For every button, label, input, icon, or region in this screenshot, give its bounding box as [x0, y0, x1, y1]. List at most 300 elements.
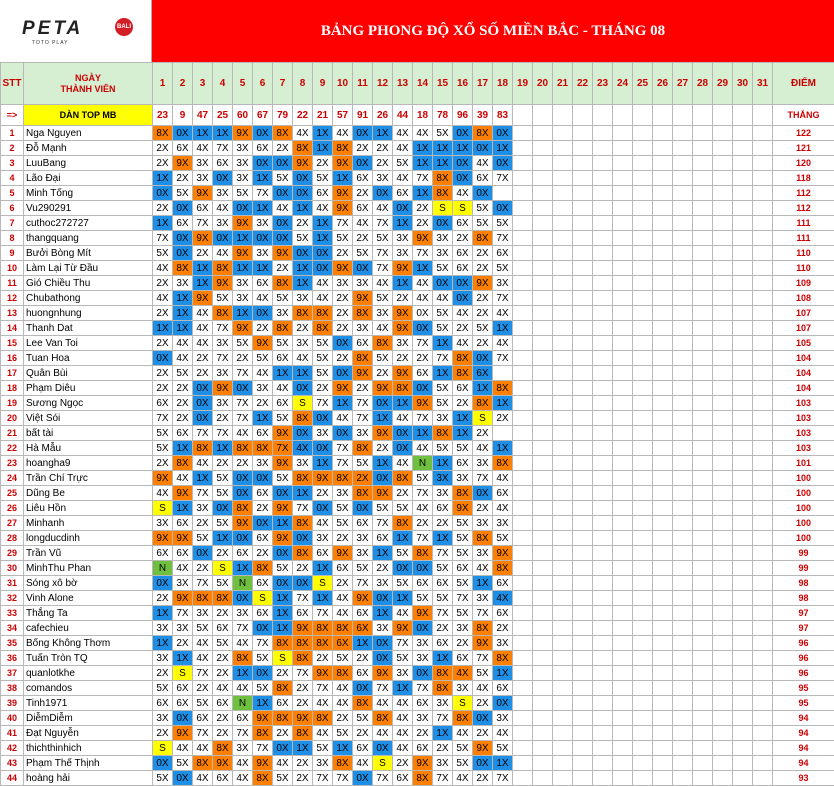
result-cell[interactable]	[693, 591, 713, 606]
result-cell[interactable]: 2X	[153, 336, 173, 351]
result-cell[interactable]	[613, 681, 633, 696]
result-cell[interactable]: 0X	[273, 216, 293, 231]
result-cell[interactable]: 9X	[233, 216, 253, 231]
result-cell[interactable]: 7X	[433, 546, 453, 561]
result-cell[interactable]	[633, 171, 653, 186]
result-cell[interactable]	[753, 156, 773, 171]
result-cell[interactable]	[673, 441, 693, 456]
result-cell[interactable]: 9X	[473, 741, 493, 756]
member-name[interactable]: longducdinh	[24, 531, 153, 546]
result-cell[interactable]	[653, 531, 673, 546]
member-name[interactable]: Phạm Diêu	[24, 381, 153, 396]
result-cell[interactable]: 9X	[333, 156, 353, 171]
result-cell[interactable]	[753, 186, 773, 201]
result-cell[interactable]	[573, 486, 593, 501]
result-cell[interactable]	[633, 396, 653, 411]
result-cell[interactable]: 4X	[373, 726, 393, 741]
result-cell[interactable]	[593, 411, 613, 426]
result-cell[interactable]	[693, 336, 713, 351]
result-cell[interactable]: 3X	[313, 531, 333, 546]
result-cell[interactable]: 8X	[353, 306, 373, 321]
result-cell[interactable]: 3X	[433, 486, 453, 501]
result-cell[interactable]	[753, 126, 773, 141]
result-cell[interactable]	[653, 456, 673, 471]
result-cell[interactable]: 1X	[293, 261, 313, 276]
result-cell[interactable]	[733, 501, 753, 516]
result-cell[interactable]	[513, 171, 533, 186]
result-cell[interactable]: 5X	[393, 576, 413, 591]
result-cell[interactable]	[673, 711, 693, 726]
result-cell[interactable]	[593, 201, 613, 216]
result-cell[interactable]	[713, 486, 733, 501]
result-cell[interactable]: 5X	[313, 351, 333, 366]
result-cell[interactable]	[613, 546, 633, 561]
result-cell[interactable]	[553, 396, 573, 411]
result-cell[interactable]	[673, 246, 693, 261]
result-cell[interactable]: 2X	[333, 576, 353, 591]
result-cell[interactable]: 6X	[493, 576, 513, 591]
result-cell[interactable]: 8X	[353, 696, 373, 711]
result-cell[interactable]: N	[153, 561, 173, 576]
result-cell[interactable]	[613, 501, 633, 516]
result-cell[interactable]	[693, 726, 713, 741]
result-cell[interactable]	[573, 156, 593, 171]
result-cell[interactable]	[633, 411, 653, 426]
result-cell[interactable]: 0X	[453, 171, 473, 186]
result-cell[interactable]	[733, 516, 753, 531]
result-cell[interactable]: 3X	[333, 486, 353, 501]
result-cell[interactable]	[633, 336, 653, 351]
result-cell[interactable]: 0X	[373, 186, 393, 201]
result-cell[interactable]	[653, 246, 673, 261]
result-cell[interactable]	[733, 561, 753, 576]
result-cell[interactable]: 2X	[253, 501, 273, 516]
result-cell[interactable]: S	[153, 501, 173, 516]
result-cell[interactable]: 3X	[353, 426, 373, 441]
result-cell[interactable]	[573, 321, 593, 336]
result-cell[interactable]: 7X	[373, 216, 393, 231]
result-cell[interactable]	[613, 516, 633, 531]
result-cell[interactable]	[553, 756, 573, 771]
result-cell[interactable]: 2X	[193, 561, 213, 576]
result-cell[interactable]: 6X	[273, 351, 293, 366]
result-cell[interactable]	[713, 681, 733, 696]
result-cell[interactable]	[753, 426, 773, 441]
result-cell[interactable]: 8X	[253, 726, 273, 741]
result-cell[interactable]: 1X	[173, 321, 193, 336]
result-cell[interactable]	[553, 366, 573, 381]
result-cell[interactable]: 8X	[473, 231, 493, 246]
result-cell[interactable]: 0X	[253, 471, 273, 486]
result-cell[interactable]	[513, 381, 533, 396]
member-name[interactable]: Tinh1971	[24, 696, 153, 711]
result-cell[interactable]: 1X	[473, 576, 493, 591]
result-cell[interactable]	[553, 726, 573, 741]
result-cell[interactable]: 4X	[293, 441, 313, 456]
member-name[interactable]: Lee Van Toi	[24, 336, 153, 351]
result-cell[interactable]: 0X	[293, 426, 313, 441]
result-cell[interactable]	[733, 426, 753, 441]
result-cell[interactable]: 9X	[233, 321, 253, 336]
result-cell[interactable]: 1X	[393, 276, 413, 291]
result-cell[interactable]	[553, 216, 573, 231]
result-cell[interactable]	[713, 636, 733, 651]
result-cell[interactable]	[653, 291, 673, 306]
result-cell[interactable]: 8X	[313, 321, 333, 336]
result-cell[interactable]	[553, 666, 573, 681]
result-cell[interactable]: 1X	[433, 156, 453, 171]
result-cell[interactable]	[593, 276, 613, 291]
result-cell[interactable]: 5X	[173, 186, 193, 201]
result-cell[interactable]: 1X	[213, 126, 233, 141]
result-cell[interactable]	[593, 321, 613, 336]
result-cell[interactable]: 2X	[333, 531, 353, 546]
result-cell[interactable]: 3X	[153, 516, 173, 531]
result-cell[interactable]: 3X	[373, 171, 393, 186]
result-cell[interactable]: 9X	[213, 756, 233, 771]
result-cell[interactable]	[753, 396, 773, 411]
result-cell[interactable]	[733, 711, 753, 726]
result-cell[interactable]: 5X	[333, 516, 353, 531]
result-cell[interactable]	[613, 636, 633, 651]
result-cell[interactable]	[693, 276, 713, 291]
result-cell[interactable]	[713, 411, 733, 426]
result-cell[interactable]: 5X	[473, 666, 493, 681]
result-cell[interactable]: 6X	[213, 156, 233, 171]
result-cell[interactable]	[553, 381, 573, 396]
result-cell[interactable]	[673, 531, 693, 546]
result-cell[interactable]: 2X	[373, 141, 393, 156]
result-cell[interactable]: 5X	[293, 231, 313, 246]
result-cell[interactable]	[513, 231, 533, 246]
result-cell[interactable]	[693, 576, 713, 591]
result-cell[interactable]	[533, 501, 553, 516]
result-cell[interactable]	[633, 366, 653, 381]
result-cell[interactable]	[733, 606, 753, 621]
result-cell[interactable]	[713, 351, 733, 366]
result-cell[interactable]	[693, 201, 713, 216]
member-name[interactable]: Nga Nguyen	[24, 126, 153, 141]
result-cell[interactable]: 8X	[333, 471, 353, 486]
result-cell[interactable]	[553, 321, 573, 336]
result-cell[interactable]	[673, 516, 693, 531]
result-cell[interactable]	[553, 456, 573, 471]
result-cell[interactable]: 5X	[193, 531, 213, 546]
result-cell[interactable]	[633, 351, 653, 366]
result-cell[interactable]: 0X	[253, 621, 273, 636]
result-cell[interactable]	[673, 546, 693, 561]
result-cell[interactable]: 6X	[173, 696, 193, 711]
result-cell[interactable]	[613, 426, 633, 441]
result-cell[interactable]: 8X	[173, 456, 193, 471]
member-name[interactable]: Gió Chiều Thu	[24, 276, 153, 291]
result-cell[interactable]: 6X	[413, 741, 433, 756]
result-cell[interactable]: 0X	[353, 126, 373, 141]
result-cell[interactable]	[733, 186, 753, 201]
result-cell[interactable]	[513, 141, 533, 156]
result-cell[interactable]: 5X	[373, 231, 393, 246]
result-cell[interactable]: 1X	[393, 681, 413, 696]
result-cell[interactable]: 8X	[353, 441, 373, 456]
result-cell[interactable]: 8X	[493, 651, 513, 666]
member-name[interactable]: Việt Sói	[24, 411, 153, 426]
result-cell[interactable]: 0X	[273, 546, 293, 561]
result-cell[interactable]: 3X	[393, 231, 413, 246]
result-cell[interactable]: 5X	[153, 681, 173, 696]
result-cell[interactable]: 4X	[453, 726, 473, 741]
result-cell[interactable]	[653, 411, 673, 426]
result-cell[interactable]	[713, 546, 733, 561]
result-cell[interactable]: 5X	[453, 531, 473, 546]
result-cell[interactable]: 1X	[433, 456, 453, 471]
result-cell[interactable]	[593, 636, 613, 651]
result-cell[interactable]: 0X	[293, 171, 313, 186]
result-cell[interactable]	[713, 621, 733, 636]
result-cell[interactable]: 3X	[413, 711, 433, 726]
result-cell[interactable]: 3X	[193, 156, 213, 171]
result-cell[interactable]	[633, 651, 653, 666]
result-cell[interactable]: 0X	[393, 561, 413, 576]
result-cell[interactable]: 9X	[393, 621, 413, 636]
result-cell[interactable]: 9X	[413, 756, 433, 771]
result-cell[interactable]	[753, 276, 773, 291]
result-cell[interactable]: 3X	[453, 471, 473, 486]
result-cell[interactable]: 0X	[273, 486, 293, 501]
result-cell[interactable]: 2X	[213, 666, 233, 681]
result-cell[interactable]	[633, 321, 653, 336]
result-cell[interactable]	[533, 246, 553, 261]
result-cell[interactable]: 7X	[313, 771, 333, 786]
result-cell[interactable]: 5X	[313, 366, 333, 381]
result-cell[interactable]: 0X	[353, 261, 373, 276]
result-cell[interactable]	[613, 276, 633, 291]
result-cell[interactable]: 6X	[493, 486, 513, 501]
result-cell[interactable]	[513, 426, 533, 441]
result-cell[interactable]: 5X	[253, 681, 273, 696]
result-cell[interactable]: 4X	[313, 291, 333, 306]
result-cell[interactable]	[573, 336, 593, 351]
result-cell[interactable]	[533, 486, 553, 501]
result-cell[interactable]: 8X	[373, 711, 393, 726]
result-cell[interactable]: 1X	[293, 276, 313, 291]
result-cell[interactable]	[633, 561, 653, 576]
result-cell[interactable]	[753, 636, 773, 651]
member-name[interactable]: Quân Bùi	[24, 366, 153, 381]
result-cell[interactable]: 3X	[393, 336, 413, 351]
result-cell[interactable]: S	[433, 201, 453, 216]
result-cell[interactable]: 6X	[393, 186, 413, 201]
result-cell[interactable]	[553, 186, 573, 201]
result-cell[interactable]: 9X	[153, 531, 173, 546]
result-cell[interactable]	[593, 531, 613, 546]
result-cell[interactable]	[613, 411, 633, 426]
result-cell[interactable]	[653, 696, 673, 711]
result-cell[interactable]	[733, 216, 753, 231]
result-cell[interactable]: 1X	[413, 156, 433, 171]
result-cell[interactable]: 5X	[433, 306, 453, 321]
result-cell[interactable]: 3X	[233, 171, 253, 186]
result-cell[interactable]: 2X	[473, 696, 493, 711]
result-cell[interactable]: 3X	[233, 606, 253, 621]
result-cell[interactable]: 5X	[153, 441, 173, 456]
result-cell[interactable]	[753, 321, 773, 336]
result-cell[interactable]: 5X	[273, 336, 293, 351]
result-cell[interactable]: 6X	[273, 696, 293, 711]
result-cell[interactable]: 2X	[473, 261, 493, 276]
result-cell[interactable]: 5X	[413, 591, 433, 606]
result-cell[interactable]	[573, 411, 593, 426]
result-cell[interactable]	[733, 531, 753, 546]
result-cell[interactable]	[693, 741, 713, 756]
result-cell[interactable]: 0X	[353, 771, 373, 786]
result-cell[interactable]: 7X	[413, 411, 433, 426]
result-cell[interactable]	[513, 546, 533, 561]
result-cell[interactable]	[673, 591, 693, 606]
result-cell[interactable]: 3X	[193, 606, 213, 621]
result-cell[interactable]: 8X	[353, 486, 373, 501]
result-cell[interactable]: 2X	[153, 381, 173, 396]
result-cell[interactable]: 4X	[453, 186, 473, 201]
result-cell[interactable]	[753, 291, 773, 306]
result-cell[interactable]	[513, 726, 533, 741]
result-cell[interactable]: 4X	[353, 756, 373, 771]
result-cell[interactable]: 0X	[293, 531, 313, 546]
result-cell[interactable]: 0X	[173, 201, 193, 216]
result-cell[interactable]	[713, 396, 733, 411]
result-cell[interactable]	[513, 501, 533, 516]
result-cell[interactable]	[613, 486, 633, 501]
result-cell[interactable]: 2X	[213, 711, 233, 726]
result-cell[interactable]	[733, 246, 753, 261]
result-cell[interactable]	[753, 726, 773, 741]
result-cell[interactable]: 0X	[473, 141, 493, 156]
result-cell[interactable]	[673, 261, 693, 276]
result-cell[interactable]: 8X	[213, 741, 233, 756]
result-cell[interactable]: 9X	[393, 366, 413, 381]
result-cell[interactable]: 3X	[193, 171, 213, 186]
result-cell[interactable]: 9X	[333, 546, 353, 561]
result-cell[interactable]	[673, 696, 693, 711]
result-cell[interactable]: 6X	[253, 576, 273, 591]
result-cell[interactable]: 4X	[213, 681, 233, 696]
result-cell[interactable]	[673, 186, 693, 201]
result-cell[interactable]: 1X	[413, 261, 433, 276]
result-cell[interactable]: 4X	[233, 636, 253, 651]
result-cell[interactable]	[653, 606, 673, 621]
result-cell[interactable]: 6X	[353, 741, 373, 756]
result-cell[interactable]	[753, 771, 773, 786]
result-cell[interactable]	[693, 606, 713, 621]
result-cell[interactable]	[533, 621, 553, 636]
result-cell[interactable]: 0X	[413, 666, 433, 681]
result-cell[interactable]: 2X	[293, 561, 313, 576]
result-cell[interactable]	[553, 561, 573, 576]
result-cell[interactable]	[653, 276, 673, 291]
result-cell[interactable]	[573, 351, 593, 366]
result-cell[interactable]	[593, 756, 613, 771]
result-cell[interactable]: 8X	[293, 726, 313, 741]
result-cell[interactable]	[573, 396, 593, 411]
result-cell[interactable]: 3X	[233, 156, 253, 171]
result-cell[interactable]: 4X	[313, 201, 333, 216]
result-cell[interactable]	[733, 396, 753, 411]
result-cell[interactable]: 0X	[313, 411, 333, 426]
result-cell[interactable]	[693, 126, 713, 141]
result-cell[interactable]: 8X	[313, 711, 333, 726]
result-cell[interactable]	[533, 396, 553, 411]
result-cell[interactable]: 2X	[333, 711, 353, 726]
result-cell[interactable]: 9X	[393, 261, 413, 276]
result-cell[interactable]: 0X	[193, 381, 213, 396]
result-cell[interactable]: 7X	[493, 231, 513, 246]
result-cell[interactable]: 9X	[233, 246, 253, 261]
result-cell[interactable]: 4X	[493, 336, 513, 351]
result-cell[interactable]	[513, 606, 533, 621]
result-cell[interactable]	[733, 126, 753, 141]
result-cell[interactable]	[653, 546, 673, 561]
result-cell[interactable]: 5X	[393, 651, 413, 666]
result-cell[interactable]: 1X	[193, 471, 213, 486]
result-cell[interactable]	[533, 606, 553, 621]
result-cell[interactable]: 0X	[453, 276, 473, 291]
result-cell[interactable]	[533, 171, 553, 186]
result-cell[interactable]: 3X	[353, 321, 373, 336]
result-cell[interactable]	[613, 171, 633, 186]
result-cell[interactable]	[593, 696, 613, 711]
result-cell[interactable]	[733, 486, 753, 501]
result-cell[interactable]: 0X	[313, 261, 333, 276]
result-cell[interactable]: 2X	[433, 516, 453, 531]
result-cell[interactable]: 7X	[353, 396, 373, 411]
member-name[interactable]: Đạt Nguyễn	[24, 726, 153, 741]
result-cell[interactable]	[533, 321, 553, 336]
result-cell[interactable]: 7X	[153, 231, 173, 246]
result-cell[interactable]: 6X	[153, 546, 173, 561]
result-cell[interactable]	[733, 231, 753, 246]
result-cell[interactable]	[733, 321, 753, 336]
result-cell[interactable]	[553, 441, 573, 456]
result-cell[interactable]	[513, 636, 533, 651]
result-cell[interactable]: 0X	[213, 231, 233, 246]
member-name[interactable]: Dũng Be	[24, 486, 153, 501]
result-cell[interactable]: 2X	[473, 501, 493, 516]
result-cell[interactable]: 4X	[153, 486, 173, 501]
result-cell[interactable]: 8X	[473, 621, 493, 636]
result-cell[interactable]: 2X	[413, 216, 433, 231]
result-cell[interactable]: 9X	[273, 501, 293, 516]
result-cell[interactable]: S	[473, 411, 493, 426]
result-cell[interactable]: 8X	[493, 381, 513, 396]
result-cell[interactable]	[593, 501, 613, 516]
result-cell[interactable]	[553, 711, 573, 726]
member-name[interactable]: Liêu Hồn	[24, 501, 153, 516]
result-cell[interactable]	[653, 171, 673, 186]
result-cell[interactable]: 2X	[353, 471, 373, 486]
result-cell[interactable]: 4X	[293, 351, 313, 366]
result-cell[interactable]	[593, 606, 613, 621]
result-cell[interactable]: 1X	[253, 261, 273, 276]
result-cell[interactable]: 1X	[313, 231, 333, 246]
result-cell[interactable]	[753, 681, 773, 696]
result-cell[interactable]: 6X	[233, 546, 253, 561]
result-cell[interactable]: 6X	[293, 606, 313, 621]
member-name[interactable]: Minh Tống	[24, 186, 153, 201]
result-cell[interactable]	[753, 246, 773, 261]
result-cell[interactable]	[513, 741, 533, 756]
result-cell[interactable]: 0X	[353, 156, 373, 171]
result-cell[interactable]	[573, 726, 593, 741]
result-cell[interactable]	[673, 381, 693, 396]
